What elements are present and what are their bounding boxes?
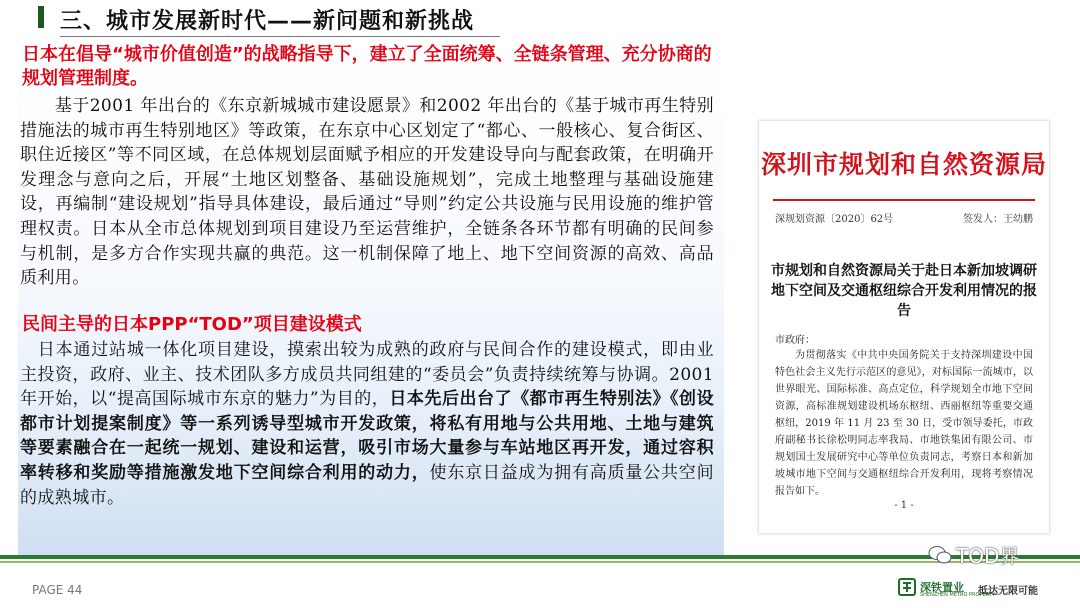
paragraph-ppp-bold: 日本先后出台了《都市再生特别法》《创设都市计划提案制度》等一系列诱导型城市开发政策，将私有用地与公共用地、土地与建筑等要素融合在一起统一规划、建设和运营，吸引市场大量参与车站地区再开发，通过容积率转移和奖励等措施激发地下空间综合利用的动力， — [20, 389, 714, 483]
paragraph-ppp-normal: 日本通过站城一体化项目建设，摸索出较为成熟的政府与民间合作的建设模式，即由业主投资，政府、业主、技术团队多方成员共同组建的“委员会”负责持续统筹与协调。2001 年开始，以“提高国际城市东京的魅力”为目的， — [20, 340, 714, 410]
page-number: PAGE 44 — [32, 583, 83, 597]
watermark — [928, 540, 1019, 570]
document-addressee: 市政府： — [775, 335, 815, 346]
heading-planning-system: 日本在倡导“城市价值创造”的战略指导下，建立了全面统筹、全链条管理、充分协商的规划管理制度。 — [22, 44, 712, 89]
title-underline — [60, 36, 500, 37]
heading-ppp-tod: 民间主导的日本PPP“TOD”项目建设模式 — [22, 314, 362, 335]
company-english-name: SHENZHEN METRO PROPERTY — [920, 592, 995, 598]
metro-logo-icon — [898, 578, 916, 600]
document-page-mark: - 1 - — [894, 500, 914, 511]
wechat-icon — [928, 545, 952, 570]
watermark-text: TOD界 — [956, 544, 1020, 568]
title-marker — [38, 6, 44, 28]
document-red-rule — [773, 199, 1035, 201]
company-name: 深铁置业 — [920, 581, 964, 594]
paragraph-planning: 基于2001 年出台的《东京新城城市建设愿景》和2002 年出台的《基于城市再生特别措施法的城市再生特别地区》等政策，在东京中心区划定了“都心、一般核心、复合街区、职住近接区”等不同区域，在总体规划层面赋予相应的开发建设导向与配套政策，在明确开发理念与意向之后，开展“土地区划整备、基础设施规划”，完成土地整理与基础设施建设，再编制“建设规划”指导具体建设，最后通过“导则”约定公共设施与民用设施的维护管理权责。日本从全市总体规划到项目建设乃至运营维护，全链条各环节都有明确的民间参与机制，是多方合作实现共赢的典范。这一机制保障了地上、地下空间资源的高效、高品质利用。 — [20, 96, 714, 289]
document-report-title: 市规划和自然资源局关于赴日本新加坡调研地下空间及交通枢纽综合开发利用情况的报告 — [771, 263, 1037, 319]
document-signer: 签发人：王幼鹏 — [963, 214, 1033, 225]
slide-title: 三、城市发展新时代——新问题和新挑战 — [60, 9, 475, 34]
company-slogan: 抵达无限可能 — [978, 586, 1038, 597]
text-panel — [18, 40, 724, 555]
document-body: 为贯彻落实《中共中央国务院关于支持深圳建设中国特色社会主义先行示范区的意见》，对标国际一流城市，以世界眼光、国际标准、高点定位，科学规划全市地下空间资源，高标准规划建设机场东枢纽、西丽枢纽等重要交通枢纽，2019 年 11 月 23 至 30 日，受市领导委托，市政府副秘书长徐松明同志率我局、市地铁集团有限公司、市规划国土发展研究中心等单位负责同志，考察日本和新加坡城市地下空间与交通枢纽综合开发利用，现将考察情况报告如下。 — [775, 350, 1033, 497]
document-org-name: 深圳市规划和自然资源局 — [760, 150, 1047, 179]
document-number: 深规划资源〔2020〕62号 — [775, 214, 894, 225]
footer-rule-dark — [0, 555, 1080, 559]
document-image — [758, 120, 1050, 534]
paragraph-ppp — [20, 338, 714, 510]
footer-rule-light — [0, 561, 1080, 563]
paragraph-ppp-tail: 使东京日益成为拥有高质量公共空间的成熟城市。 — [20, 462, 714, 508]
title-bar — [0, 0, 1080, 38]
